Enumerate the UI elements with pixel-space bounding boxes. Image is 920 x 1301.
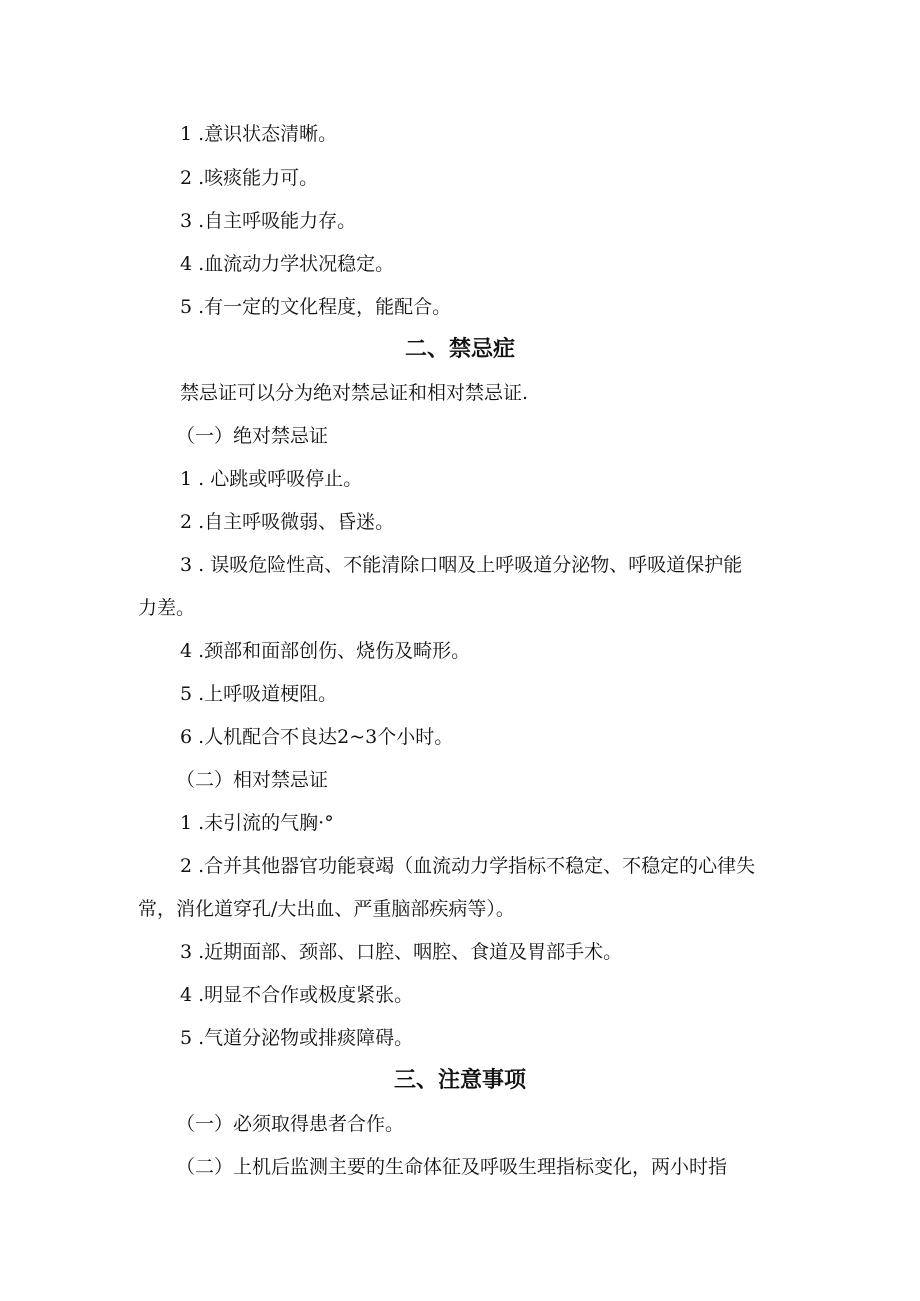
contraindications-intro: 禁忌证可以分为绝对禁忌证和相对禁忌证. bbox=[180, 382, 529, 404]
indication-item-1: 1 .意识状态清晰。 bbox=[180, 123, 338, 145]
absolute-item-1: 1 . 心跳或呼吸停止。 bbox=[180, 468, 363, 490]
indication-item-4: 4 .血流动力学状况稳定。 bbox=[180, 253, 395, 275]
section-heading-contraindications: 二、禁忌症 bbox=[404, 337, 515, 362]
absolute-item-6: 6 .人机配合不良达2~3个小时。 bbox=[180, 726, 454, 748]
relative-item-2-continued: 常，消化道穿孔/大出血、严重脑部疾病等）。 bbox=[138, 898, 515, 920]
absolute-item-4: 4 .颈部和面部创伤、烧伤及畸形。 bbox=[180, 640, 471, 662]
absolute-item-3: 3 . 误吸危险性高、不能清除口咽及上呼吸道分泌物、呼吸道保护能 bbox=[180, 554, 743, 576]
relative-item-2: 2 .合并其他器官功能衰竭（血流动力学指标不稳定、不稳定的心律失 bbox=[180, 855, 756, 877]
relative-contraindications-title: （二）相对禁忌证 bbox=[176, 769, 329, 791]
indication-item-5: 5 .有一定的文化程度，能配合。 bbox=[180, 296, 452, 318]
absolute-item-2: 2 .自主呼吸微弱、昏迷。 bbox=[180, 511, 395, 533]
absolute-item-3-continued: 力差。 bbox=[138, 597, 196, 619]
absolute-contraindications-title: （一）绝对禁忌证 bbox=[176, 425, 329, 447]
precaution-item-2: （二）上机后监测主要的生命体征及呼吸生理指标变化，两小时指 bbox=[176, 1156, 728, 1178]
precaution-item-1: （一）必须取得患者合作。 bbox=[176, 1113, 405, 1135]
relative-item-1: 1 .未引流的气胸·° bbox=[180, 812, 334, 834]
relative-item-3: 3 .近期面部、颈部、口腔、咽腔、食道及胃部手术。 bbox=[180, 941, 623, 963]
indication-item-2: 2 .咳痰能力可。 bbox=[180, 167, 319, 189]
absolute-item-5: 5 .上呼吸道梗阻。 bbox=[180, 683, 338, 705]
section-heading-precautions: 三、注意事项 bbox=[393, 1068, 526, 1093]
indication-item-3: 3 .自主呼吸能力存。 bbox=[180, 210, 357, 232]
relative-item-5: 5 .气道分泌物或排痰障碍。 bbox=[180, 1027, 414, 1049]
relative-item-4: 4 .明显不合作或极度紧张。 bbox=[180, 984, 414, 1006]
